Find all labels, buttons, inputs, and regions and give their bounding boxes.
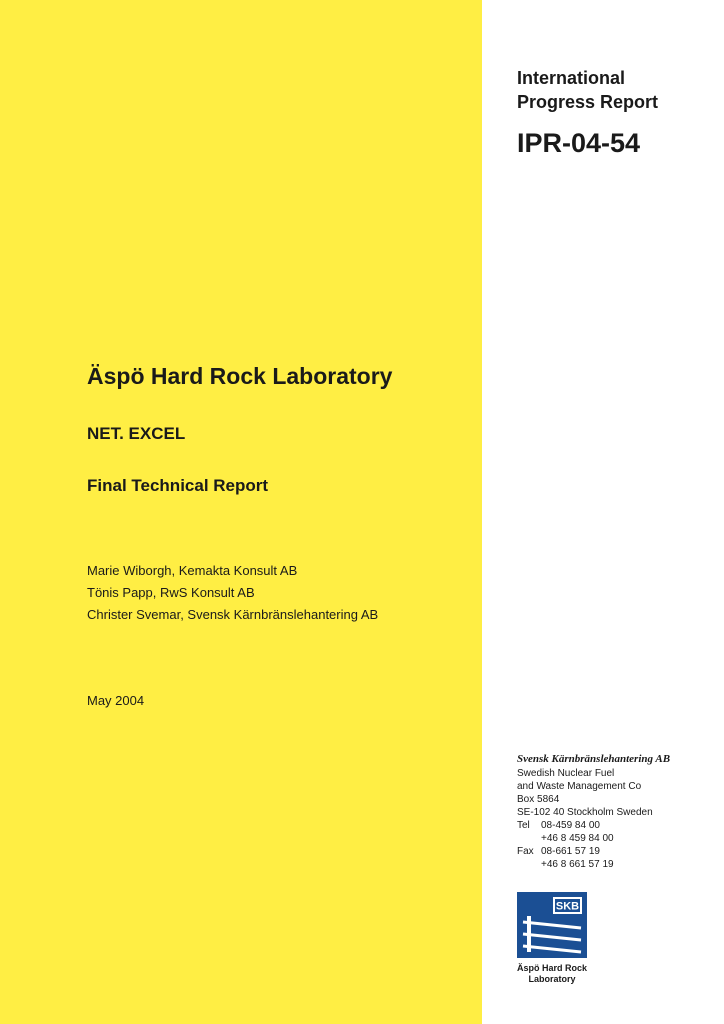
contact-row — [517, 819, 717, 832]
publisher-address-line: Swedish Nuclear Fuel — [517, 768, 615, 779]
publisher-name: Svensk Kärnbränslehantering AB — [517, 753, 671, 765]
logo-caption-line: Äspö Hard Rock — [516, 963, 587, 973]
contact-label — [517, 858, 541, 871]
contact-value: 08-459 84 00 — [541, 820, 600, 831]
logo-caption — [512, 963, 592, 985]
skb-logo-icon — [517, 892, 587, 958]
publisher-block — [517, 752, 717, 871]
document-type: Final Technical Report — [87, 476, 269, 495]
author-list — [87, 560, 378, 626]
publication-date: May 2004 — [87, 693, 145, 708]
contact-label — [517, 832, 541, 845]
page-title: Äspö Hard Rock Laboratory — [87, 363, 393, 389]
series-line-1: International — [517, 68, 626, 88]
contact-row — [517, 845, 717, 858]
publisher-address-line: SE-102 40 Stockholm Sweden — [517, 807, 653, 818]
publisher-address-line: and Waste Management Co — [517, 781, 642, 792]
contact-row — [517, 832, 717, 845]
author-line: Christer Svemar, Svensk Kärnbränslehantering AB — [87, 607, 379, 622]
publisher-address-line: Box 5864 — [517, 794, 560, 805]
contact-label: Tel — [517, 820, 530, 831]
contact-value: +46 8 459 84 00 — [541, 833, 614, 844]
author-line: Tönis Papp, RwS Konsult AB — [87, 585, 255, 600]
contact-label: Fax — [517, 846, 534, 857]
logo-text: SKB — [555, 900, 580, 913]
contact-row — [517, 858, 717, 871]
logo-caption-line: Laboratory — [528, 974, 576, 984]
contact-value: 08-661 57 19 — [541, 846, 600, 857]
series-line-2: Progress Report — [517, 92, 659, 112]
contact-value: +46 8 661 57 19 — [541, 859, 614, 870]
project-name: NET. EXCEL — [87, 424, 186, 443]
report-series — [517, 66, 658, 114]
author-line: Marie Wiborgh, Kemakta Konsult AB — [87, 563, 298, 578]
report-number: IPR-04-54 — [517, 128, 641, 158]
